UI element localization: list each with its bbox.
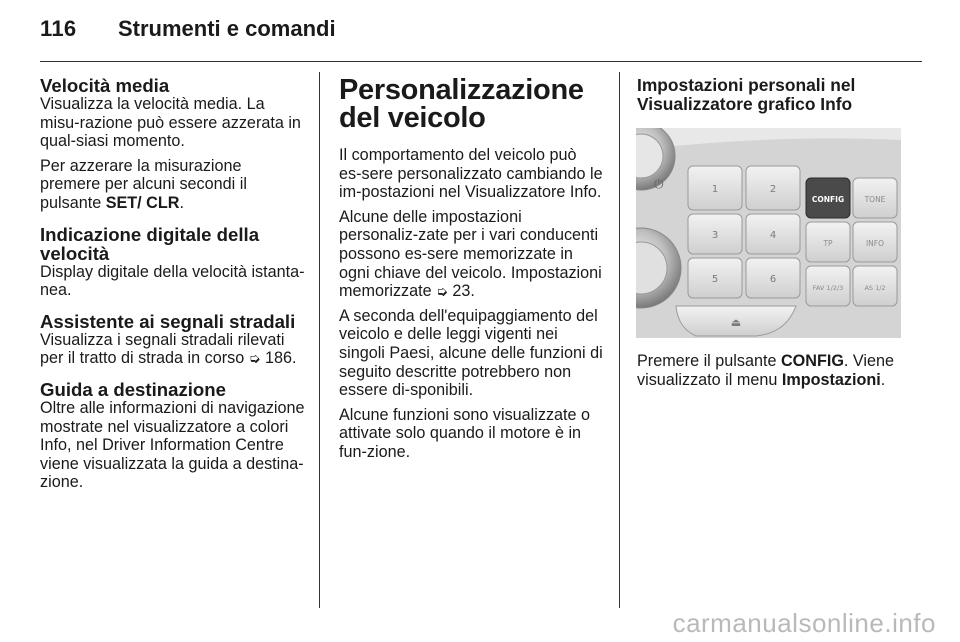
menu-name: Impostazioni bbox=[781, 370, 881, 389]
page-header bbox=[0, 0, 960, 60]
page-title: Strumenti e comandi bbox=[118, 16, 336, 41]
section-average-speed bbox=[40, 76, 305, 213]
column-divider-2 bbox=[619, 72, 620, 608]
paragraph: Display digitale della velocità istanta-nea. bbox=[40, 262, 305, 300]
paragraph: Il comportamento del veicolo può es-sere personalizzato cambiando le im-postazioni nel Visualizzatore Info. bbox=[339, 146, 603, 202]
section-heading: Impostazioni personali nel Visualizzatore grafico Info bbox=[637, 75, 856, 114]
reference-arrow-icon: ➭ bbox=[436, 283, 448, 300]
eject-icon: ⏏ bbox=[730, 316, 742, 329]
section-heading: Velocità media bbox=[40, 75, 170, 96]
button-label: AS 1/2 bbox=[864, 284, 886, 292]
watermark: carmanualsonline.info bbox=[672, 608, 936, 638]
button-label: 5 bbox=[711, 274, 719, 285]
page-reference-link[interactable]: 186 bbox=[264, 349, 292, 368]
section-traffic-sign-assistant bbox=[40, 312, 305, 368]
paragraph: Oltre alle informazioni di navigazione mostrate nel visualizzatore a colori Info, nel Driver Information Centre viene visualizzata la guida a destina-zione. bbox=[40, 398, 305, 492]
paragraph: Alcune funzioni sono visualizzate o attivate solo quando il motore è in fun-zione. bbox=[339, 405, 591, 461]
paragraph: Alcune delle impostazioni personaliz-zate per i vari conducenti possono es-sere memorizzate in ogni chiave del veicolo. Impostazioni memorizzate ➭ 23. bbox=[339, 207, 602, 301]
button-label: 2 bbox=[769, 184, 777, 195]
button-label: 1 bbox=[711, 184, 719, 195]
paragraph: A seconda dell'equipaggiamento del veicolo e delle leggi vigenti nei singoli Paesi, alcune delle funzioni di seguito descritte potrebbero non essere di-sponibili. bbox=[339, 306, 603, 400]
column-3 bbox=[637, 76, 907, 113]
button-label: TONE bbox=[864, 195, 886, 204]
button-label: 6 bbox=[769, 274, 777, 285]
section-heading: Guida a destinazione bbox=[40, 378, 226, 400]
header-rule bbox=[40, 61, 922, 62]
page-reference-link[interactable]: 23 bbox=[452, 282, 471, 301]
column-3-text bbox=[637, 352, 907, 395]
button-label: 3 bbox=[711, 230, 719, 241]
section-heading: Assistente ai segnali stradali bbox=[40, 310, 296, 332]
control-panel-figure bbox=[636, 128, 901, 338]
button-label: 4 bbox=[769, 230, 777, 241]
power-icon: ⏻ bbox=[654, 177, 664, 191]
column-divider-1 bbox=[319, 72, 320, 608]
button-label: TP bbox=[823, 239, 833, 248]
paragraph: Visualizza la velocità media. La misu-razione può essere azzerata in qual-siasi momento. bbox=[40, 95, 301, 151]
section-digital-speed bbox=[40, 225, 305, 300]
column-2 bbox=[339, 76, 603, 468]
chapter-heading: Personalizzazione del veicolo bbox=[339, 74, 584, 134]
paragraph: Premere il pulsante CONFIG. Viene visualizzato il menu Impostazioni. bbox=[637, 352, 895, 389]
button-name: CONFIG bbox=[780, 352, 844, 370]
paragraph: Per azzerare la misurazione premere per alcuni secondi il pulsante SET/ CLR. bbox=[40, 156, 247, 212]
paragraph: Visualizza i segnali stradali rilevati per il tratto di strada in corso ➭ 186. bbox=[40, 330, 297, 368]
button-name: SET/ CLR bbox=[105, 193, 180, 212]
section-route-guidance bbox=[40, 380, 305, 492]
reference-arrow-icon: ➭ bbox=[248, 350, 261, 367]
column-1 bbox=[40, 76, 305, 504]
section-heading: Indicazione digitale della velocità bbox=[40, 223, 260, 264]
button-label: INFO bbox=[865, 239, 885, 248]
page-number: 116 bbox=[40, 16, 77, 41]
button-label: CONFIG bbox=[811, 195, 845, 204]
button-label: FAV 1/2/3 bbox=[812, 284, 844, 292]
